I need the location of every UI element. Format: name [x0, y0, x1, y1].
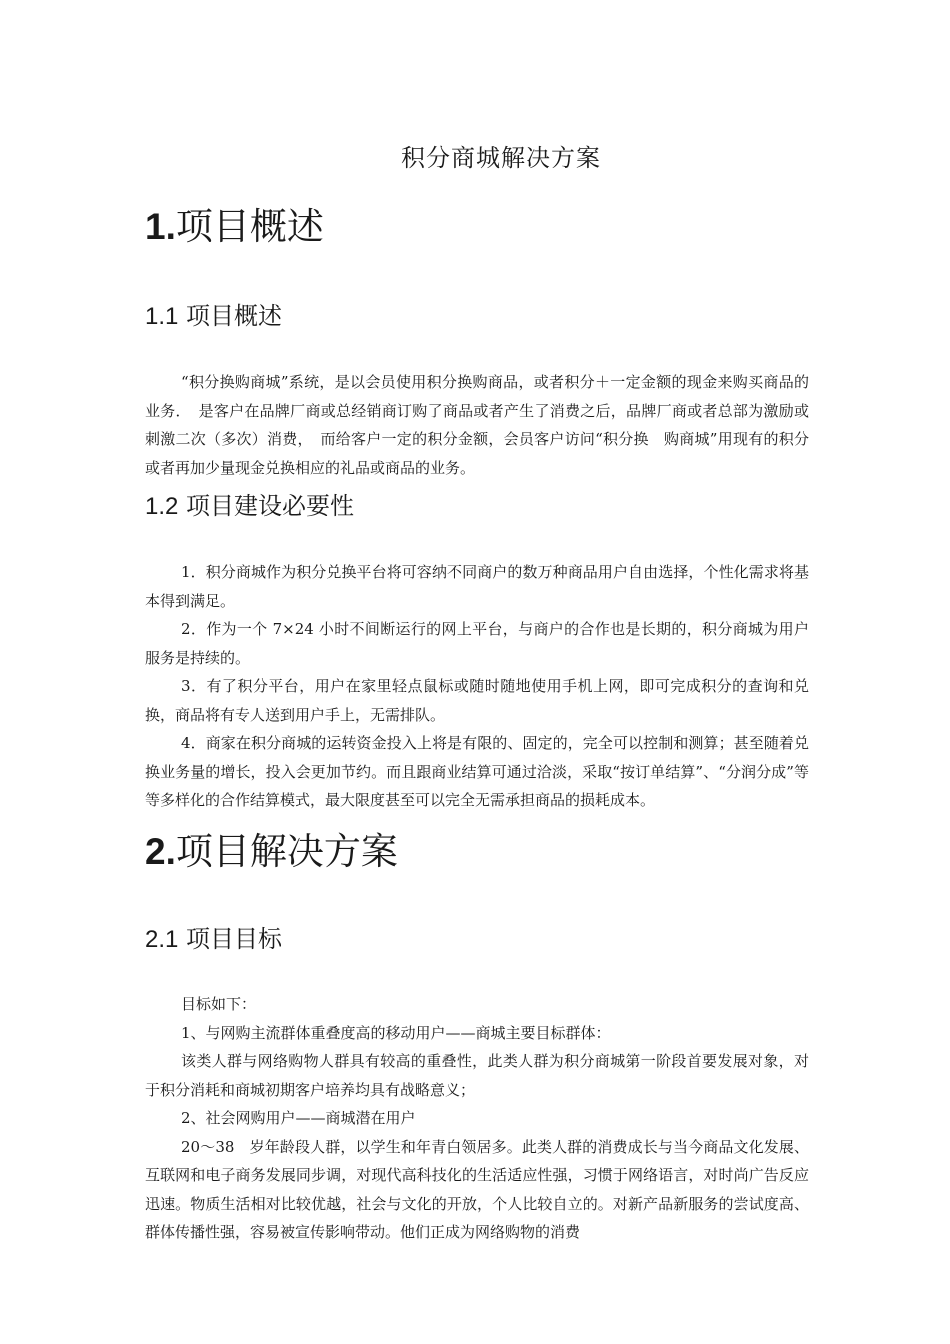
section-1-1-title: 项目概述 [178, 302, 283, 330]
section-1-1-heading [145, 304, 282, 329]
overview-paragraph: “积分换购商城”系统，是以会员使用积分换购商品，或者积分＋一定金额的现金来购买商品的业务． 是客户在品牌厂商或总经销商订购了商品或者产生了消费之后，品牌厂商或者总部为激励或刺激二次（多次）消费， 而给客户一定的积分金额，会员客户访问“积分换 购商城”用现有的积分或者再加少量现金兑换相应的礼品或商品的业务。 [145, 373, 809, 477]
section-2-1-heading [145, 927, 282, 952]
section-1-2-title: 项目建设必要性 [178, 492, 355, 520]
section-1-2-heading [145, 494, 354, 519]
document-title: 积分商城解决方案 [401, 144, 601, 172]
section-1-2-number: 1.2 [145, 493, 179, 520]
goal-line: 目标如下： [181, 995, 257, 1013]
section-1-title: 项目概述 [175, 205, 324, 248]
goal-line: 20～38 岁年龄段人群，以学生和年青白领居多。此类人群的消费成长与当今商品文化发展、互联网和电子商务发展同步调，对现代高科技化的生活适应性强，习惯于网络语言，对时尚广告反应迅速。物质生活相对比较优越，社会与文化的开放，个人比较自立的。对新产品新服务的尝试度高、群体传播性强，容易被宣传影响带动。他们正成为网络购物的消费 [145, 1137, 809, 1241]
section-1-number: 1. [145, 206, 176, 247]
section-2-1-number: 2.1 [145, 926, 179, 953]
section-1-heading [145, 205, 324, 248]
section-1-2-body [145, 558, 809, 815]
necessity-item: 4．商家在积分商城的运转资金投入上将是有限的、固定的，完全可以控制和测算；甚至随着兑换业务量的增长，投入会更加节约。而且跟商业结算可通过洽淡，采取“按订单结算”、“分润分成”等等多样化的合作结算模式，最大限度甚至可以完全无需承担商品的损耗成本。 [145, 734, 809, 809]
section-2-heading [145, 830, 398, 873]
section-2-title: 项目解决方案 [175, 830, 398, 873]
necessity-item: 1．积分商城作为积分兑换平台将可容纳不同商户的数万种商品用户自由选择，个性化需求将基本得到满足。 [145, 563, 809, 610]
goal-line: 2、社会网购用户——商城潜在用户 [181, 1109, 416, 1127]
section-2-number: 2. [145, 831, 176, 872]
necessity-item: 2．作为一个 7×24 小时不间断运行的网上平台，与商户的合作也是长期的，积分商城为用户服务是持续的。 [145, 620, 809, 667]
section-1-1-number: 1.1 [145, 303, 179, 330]
section-1-1-body [145, 368, 809, 482]
section-2-1-title: 项目目标 [178, 925, 283, 953]
section-2-1-body [145, 990, 809, 1247]
goal-line: 1、与网购主流群体重叠度高的移动用户——商城主要目标群体： [181, 1023, 611, 1042]
necessity-item: 3．有了积分平台，用户在家里轻点鼠标或随时随地使用手机上网，即可完成积分的查询和兑换，商品将有专人送到用户手上，无需排队。 [145, 677, 809, 724]
goal-line: 该类人群与网络购物人群具有较高的重叠性，此类人群为积分商城第一阶段首要发展对象，对于积分消耗和商城初期客户培养均具有战略意义； [145, 1052, 809, 1099]
